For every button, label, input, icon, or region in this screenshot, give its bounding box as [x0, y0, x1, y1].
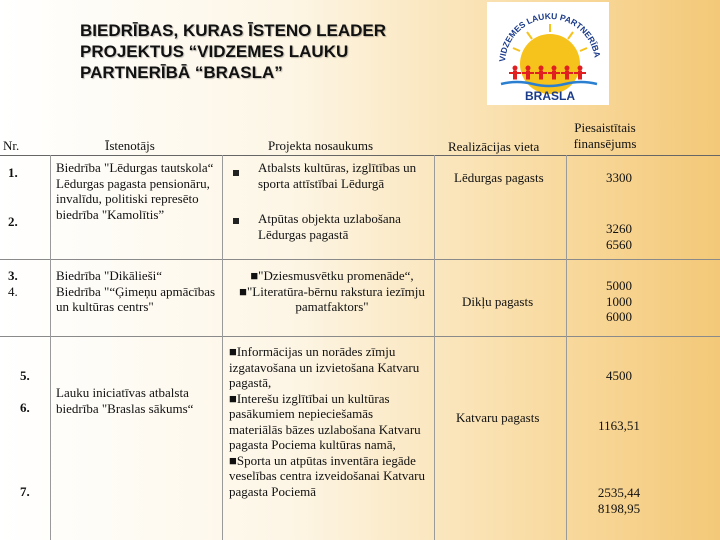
location-cell: Dikļu pagasts: [462, 294, 534, 309]
location-cell: Katvaru pagasts: [456, 410, 540, 425]
funding-cell: 1163,51: [598, 418, 640, 433]
row-number: 2.: [8, 214, 18, 229]
row-number: 3.: [8, 268, 18, 283]
implementer-cell: Biedrība "Lēdurgas tautskola“ Lēdurgas pagasta pensionāru, invalīdu, politiski represēto biedrība "Kamolītis”: [56, 160, 214, 222]
header-project: Projekta nosaukums: [268, 138, 374, 153]
column-divider-2: [222, 155, 223, 540]
row-number: 7.: [20, 484, 30, 499]
header-funding: Piesaistītais finansējums: [573, 120, 637, 151]
page-title: BIEDRĪBAS, KURAS ĪSTENO LEADER PROJEKTUS “VIDZEMES LAUKU PARTNERĪBĀ “BRASLA”: [80, 21, 387, 82]
header-location: Realizācijas vieta: [448, 139, 540, 154]
funding-cell: 3300: [606, 170, 632, 185]
location-cell: Lēdurgas pagasts: [454, 170, 544, 185]
funding-cell: 4500: [606, 368, 632, 383]
bullet-icon: [233, 218, 239, 224]
project-cell: Atpūtas objekta uzlabošana Lēdurgas pagastā: [258, 211, 401, 242]
row-number: 5.: [20, 368, 30, 383]
implementer-cell: Lauku iniciatīvas atbalsta biedrība "Braslas sākums“: [56, 385, 194, 416]
header-rule: [0, 155, 720, 156]
logo-arc-text: VIDZEMES LAUKU PARTNERĪBA: [496, 10, 603, 63]
bullet-icon: [233, 170, 239, 176]
row-number: 1.: [8, 165, 18, 180]
header-nr: Nr.: [3, 138, 20, 153]
funding-cell: 5000 1000 6000: [606, 278, 632, 324]
column-divider-4: [566, 155, 567, 540]
column-divider-1: [50, 155, 51, 540]
logo-name: BRASLA: [525, 89, 575, 103]
row-number: 6.: [20, 400, 30, 415]
funding-cell: 2535,44 8198,95: [597, 485, 641, 516]
column-divider-3: [434, 155, 435, 540]
header-implementer: Īstenotājs: [105, 138, 155, 153]
project-cell: Atbalsts kultūras, izglītības un sporta attīstībai Lēdurgā: [258, 160, 417, 191]
project-cell: ■Informācijas un norādes zīmju izgatavošana un izvietošana Katvaru pagastā, ■Interešu izglītībai un kultūras pasākumiem nepieciešamās materiālās bāzes uzlabošana Katvaru pagasta Pociema kultūras namā, ■Sporta un atpūtas inventāra iegāde veselības centra izveidošanai Katvaru pagasta Pociemā: [229, 344, 425, 499]
brasla-logo: [487, 2, 609, 105]
implementer-cell: Biedrība "Dikālieši“ Biedrība "“Ģimeņu apmācības un kultūras centrs": [56, 268, 216, 314]
funding-cell: 3260 6560: [606, 221, 632, 252]
row-number: 4.: [8, 284, 18, 299]
brasla-logo-graphic: [487, 2, 609, 105]
project-cell: ■"Dziesmusvētku promenāde“, ■"Literatūra-bērnu rakstura iezīmju pamatfaktors": [239, 268, 425, 314]
row-divider-2: [0, 336, 720, 337]
row-divider-1: [0, 259, 720, 260]
